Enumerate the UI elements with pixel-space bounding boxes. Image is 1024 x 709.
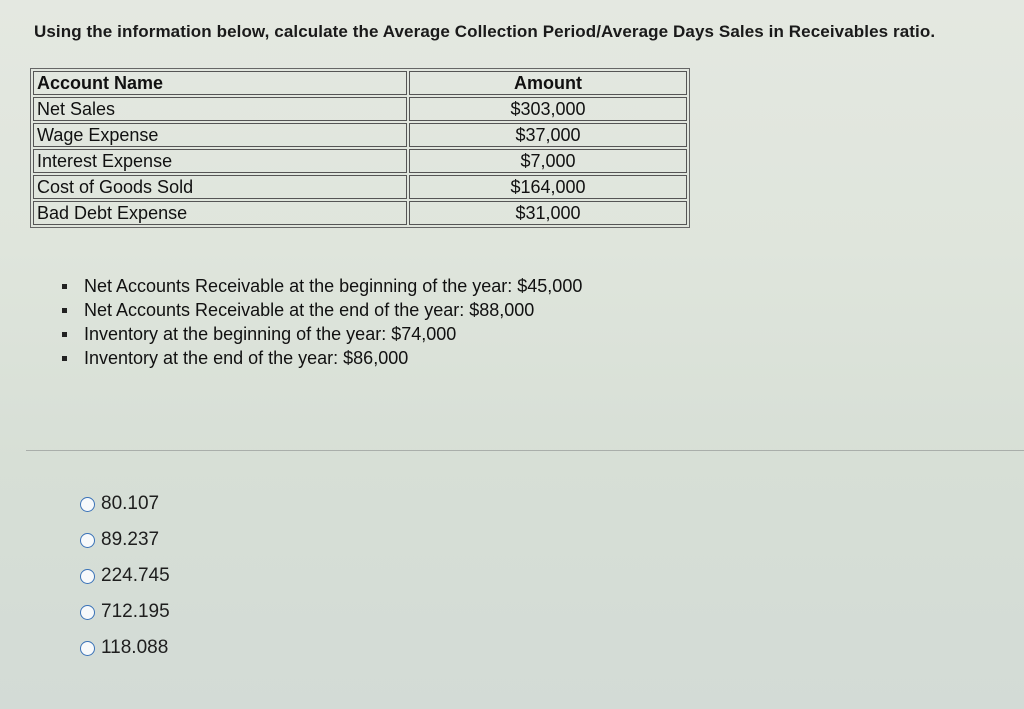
account-name-cell: Cost of Goods Sold xyxy=(33,175,407,199)
answer-option-label[interactable]: 118.088 xyxy=(101,637,169,658)
radio-button-icon[interactable] xyxy=(80,569,95,584)
question-text: Using the information below, calculate the Average Collection Period/Average Days Sales in Receivables ratio. xyxy=(34,22,936,41)
amount-cell: $303,000 xyxy=(409,97,687,121)
table-row xyxy=(33,97,687,121)
answer-option-label[interactable]: 712.195 xyxy=(101,601,170,622)
radio-button-icon[interactable] xyxy=(80,533,95,548)
fact-item xyxy=(62,322,582,346)
fact-text: Inventory at the beginning of the year: $74,000 xyxy=(84,324,457,344)
section-divider xyxy=(26,450,1024,451)
bullet-icon xyxy=(62,356,67,361)
fact-item xyxy=(62,298,582,322)
bullet-icon xyxy=(62,308,67,313)
answer-option-label[interactable]: 80.107 xyxy=(101,493,160,514)
amount-cell: $37,000 xyxy=(409,123,687,147)
amount-cell: $31,000 xyxy=(409,201,687,225)
account-name-cell: Wage Expense xyxy=(33,123,407,147)
fact-item xyxy=(62,346,582,370)
radio-button-icon[interactable] xyxy=(80,605,95,620)
amount-cell: $7,000 xyxy=(409,149,687,173)
column-header-account-name: Account Name xyxy=(33,71,407,95)
column-header-amount: Amount xyxy=(409,71,687,95)
fact-item xyxy=(62,274,582,298)
radio-button-icon[interactable] xyxy=(80,497,95,512)
account-name-cell: Net Sales xyxy=(33,97,407,121)
table-header-row xyxy=(33,71,687,95)
account-name-cell: Interest Expense xyxy=(33,149,407,173)
answer-option-3[interactable] xyxy=(80,558,170,594)
fact-text: Inventory at the end of the year: $86,000 xyxy=(84,348,409,368)
answer-option-4[interactable] xyxy=(80,594,170,630)
answer-option-1[interactable] xyxy=(80,486,170,522)
account-name-cell: Bad Debt Expense xyxy=(33,201,407,225)
table-row xyxy=(33,149,687,173)
table-row xyxy=(33,175,687,199)
answer-option-2[interactable] xyxy=(80,522,170,558)
radio-button-icon[interactable] xyxy=(80,641,95,656)
bullet-icon xyxy=(62,332,67,337)
table-row xyxy=(33,123,687,147)
table-row xyxy=(33,201,687,225)
answer-option-5[interactable] xyxy=(80,630,170,666)
fact-text: Net Accounts Receivable at the end of the year: $88,000 xyxy=(84,300,535,320)
amount-cell: $164,000 xyxy=(409,175,687,199)
facts-list xyxy=(62,274,582,370)
bullet-icon xyxy=(62,284,67,289)
answer-options xyxy=(80,486,170,666)
answer-option-label[interactable]: 89.237 xyxy=(101,529,160,550)
fact-text: Net Accounts Receivable at the beginning of the year: $45,000 xyxy=(84,276,583,296)
accounts-table xyxy=(30,68,690,228)
answer-option-label[interactable]: 224.745 xyxy=(101,565,170,586)
